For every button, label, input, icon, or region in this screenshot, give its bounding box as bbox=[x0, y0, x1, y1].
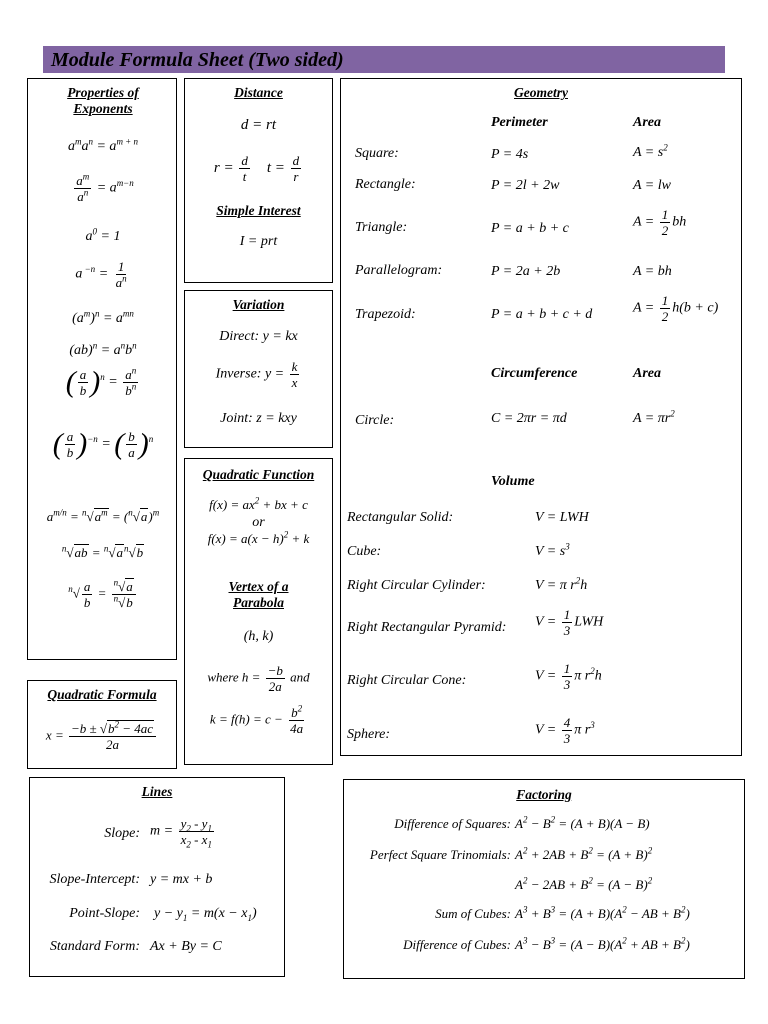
rect-solid-volume: V = LWH bbox=[535, 510, 589, 525]
triangle-label: Triangle: bbox=[355, 220, 408, 235]
rate-time-formulas: r = $\frac{d}{t}$ t = $\frac{d}{r}$ bbox=[213, 153, 300, 184]
diff-cubes-label: Difference of Cubes: bbox=[403, 937, 511, 952]
or-text: or bbox=[252, 515, 265, 530]
geometry-heading: Geometry bbox=[514, 85, 568, 100]
diff-squares-formula: $A^2 - B^2 = (A + B)(A - B)$ bbox=[515, 814, 650, 831]
sum-cubes-label: Sum of Cubes: bbox=[435, 906, 511, 921]
triangle-area: A = $\frac{1}{2}$ bh bbox=[633, 207, 687, 238]
quadratic-formula-heading: Quadratic Formula bbox=[47, 687, 157, 702]
exponents-box bbox=[27, 78, 177, 660]
vertex-h-formula: where h = $\frac{-b}{2a}$ and bbox=[207, 663, 310, 694]
exp-rule-root-product: $^n√ab = ^n√a^n√b$ bbox=[61, 543, 144, 560]
page-title: Module Formula Sheet (Two sided) bbox=[43, 46, 725, 73]
vertex-k-formula: k = f(h) = c − $\frac{b^2}{4a}$ bbox=[209, 703, 304, 736]
distance-formula: d = rt bbox=[240, 117, 277, 133]
simple-interest-heading: Simple Interest bbox=[216, 203, 301, 218]
slope-label: Slope: bbox=[104, 826, 140, 841]
rectangle-area: A = lw bbox=[633, 178, 671, 193]
slope-formula: m = $\frac{y_2 - y_1}{x_2 - x_1}$ bbox=[150, 816, 212, 850]
exp-rule-negative-quotient: ( $\frac{a}{b}$ )$^{-n}$ = ( $\frac{b}{a}$ )$^n$ bbox=[52, 427, 154, 461]
factoring-heading: Factoring bbox=[516, 787, 572, 802]
variation-heading: Variation bbox=[232, 297, 285, 312]
square-label: Square: bbox=[355, 146, 399, 161]
point-slope-label: Point-Slope: bbox=[69, 906, 140, 921]
sphere-label: Sphere: bbox=[347, 727, 391, 742]
exp-rule-product-power: $(ab)^n = a^nb^n$ bbox=[69, 340, 137, 358]
area-heading: Area bbox=[633, 115, 661, 130]
vertex-form-quadratic: $f(x) = a(x - h)^2 + k$ bbox=[207, 529, 310, 546]
exp-rule-root-quotient: $^n$√ $\frac{a}{b}$ = $\frac{^n√a}{^n√b}$ bbox=[28, 579, 178, 610]
perimeter-heading: Perimeter bbox=[491, 115, 548, 130]
circle-area: $A = \pi r^2$ bbox=[633, 408, 675, 426]
cone-label: Right Circular Cone: bbox=[347, 673, 467, 688]
trapezoid-area: A = $\frac{1}{2}$ h(b + c) bbox=[633, 293, 719, 324]
square-perimeter: P = 4s bbox=[491, 147, 529, 162]
variation-box bbox=[184, 290, 333, 448]
perfect-square-minus-formula: $A^2 - 2AB + B^2 = (A - B)^2$ bbox=[515, 875, 653, 892]
quadratic-function-heading: Quadratic Function bbox=[202, 467, 315, 482]
parallelogram-perimeter: P = 2a + 2b bbox=[491, 264, 561, 279]
point-slope-formula: $y - y_1 = m(x - x_1)$ bbox=[154, 906, 257, 923]
geometry-box bbox=[340, 78, 742, 756]
exp-rule-negative: a $^{-n}$ = $\frac{1}{a^n}$ bbox=[75, 259, 127, 290]
cube-volume: $V = s^3$ bbox=[535, 541, 570, 559]
distance-box bbox=[184, 78, 333, 283]
cone-volume: V = $\frac{1}{3}$ π $r^2h$ bbox=[535, 661, 602, 692]
diff-cubes-formula: $A^3 - B^3 = (A - B)(A^2$ + AB + $B^2$) bbox=[515, 935, 690, 952]
variation-joint: Joint: z = kxy bbox=[220, 411, 297, 426]
simple-interest-formula: I = prt bbox=[239, 234, 278, 249]
vertex-point: (h, k) bbox=[243, 629, 274, 644]
circle-circumference: C = 2πr = πd bbox=[491, 411, 567, 426]
trapezoid-perimeter: P = a + b + c + d bbox=[491, 307, 593, 322]
pyramid-volume: V = $\frac{1}{3}$ LWH bbox=[535, 607, 604, 638]
quadratic-formula: x = $\frac{-b \pm √b^2 - 4ac}{2a}$ bbox=[28, 721, 176, 752]
factoring-box bbox=[343, 779, 745, 979]
cylinder-label: Right Circular Cylinder: bbox=[347, 578, 486, 593]
slope-intercept-formula: y = mx + b bbox=[150, 872, 213, 887]
perfect-square-label: Perfect Square Trinomials: bbox=[369, 847, 511, 862]
variation-direct: Direct: y = kx bbox=[219, 329, 298, 344]
perfect-square-plus-formula: $A^2 + 2AB + B^2 = (A + B)^2$ bbox=[515, 845, 653, 862]
rect-solid-label: Rectangular Solid: bbox=[347, 510, 454, 525]
vertex-heading: Vertex of a Parabola bbox=[228, 579, 289, 610]
sum-cubes-formula: $A^3 + B^3 = (A + B)(A^2$ − AB + $B^2$) bbox=[515, 904, 690, 921]
standard-form-formula: Ax + By = C bbox=[150, 939, 222, 954]
standard-form-quadratic: $f(x) = ax^2$ + bx + c bbox=[209, 495, 308, 512]
quadratic-function-box bbox=[184, 458, 333, 765]
exp-rule-power: $(a^m)^n = a^{mn}$ bbox=[72, 308, 134, 326]
volume-heading: Volume bbox=[491, 474, 535, 489]
rectangle-label: Rectangle: bbox=[355, 177, 416, 192]
distance-heading: Distance bbox=[234, 85, 283, 100]
parallelogram-label: Parallelogram: bbox=[355, 263, 443, 278]
circumference-heading: Circumference bbox=[491, 366, 578, 381]
exp-rule-quotient-power: ( $\frac{a}{b}$ )$^n$ = $\frac{a^n}{b^n}$ bbox=[65, 365, 137, 399]
triangle-perimeter: P = a + b + c bbox=[491, 221, 569, 236]
parallelogram-area: A = bh bbox=[633, 264, 672, 279]
diff-squares-label: Difference of Squares: bbox=[394, 816, 511, 831]
exp-rule-quotient: $\frac{a^m}{a^n}$ = $a^{m-n}$ bbox=[76, 171, 134, 204]
slope-intercept-label: Slope-Intercept: bbox=[49, 872, 140, 887]
rectangle-perimeter: P = 2l + 2w bbox=[491, 178, 560, 193]
circle-label: Circle: bbox=[355, 413, 395, 428]
circle-area-heading: Area bbox=[633, 366, 661, 381]
cube-label: Cube: bbox=[347, 544, 382, 559]
trapezoid-label: Trapezoid: bbox=[355, 307, 416, 322]
quadratic-formula-box bbox=[27, 680, 177, 769]
variation-inverse: Inverse: y = $\frac{k}{x}$ bbox=[215, 359, 298, 390]
lines-box bbox=[29, 777, 285, 977]
lines-heading: Lines bbox=[141, 784, 173, 799]
square-area: $A = s^2$ bbox=[633, 142, 668, 160]
cylinder-volume: V = π $r^2h$ bbox=[535, 575, 588, 593]
standard-form-label: Standard Form: bbox=[49, 939, 140, 954]
exp-rule-zero: $a^0 = 1$ bbox=[85, 226, 121, 244]
exp-rule-product: $a^ma^n = a^{m + n}$ bbox=[67, 136, 139, 154]
sphere-volume: V = $\frac{4}{3}$ π $r^3$ bbox=[535, 715, 595, 746]
exp-rule-rational: $a^{m/n} = ^n√a^m = (^n√a)^m$ bbox=[46, 507, 160, 524]
pyramid-label: Right Rectangular Pyramid: bbox=[347, 620, 507, 635]
exponents-heading: Properties of Exponents bbox=[67, 85, 139, 116]
